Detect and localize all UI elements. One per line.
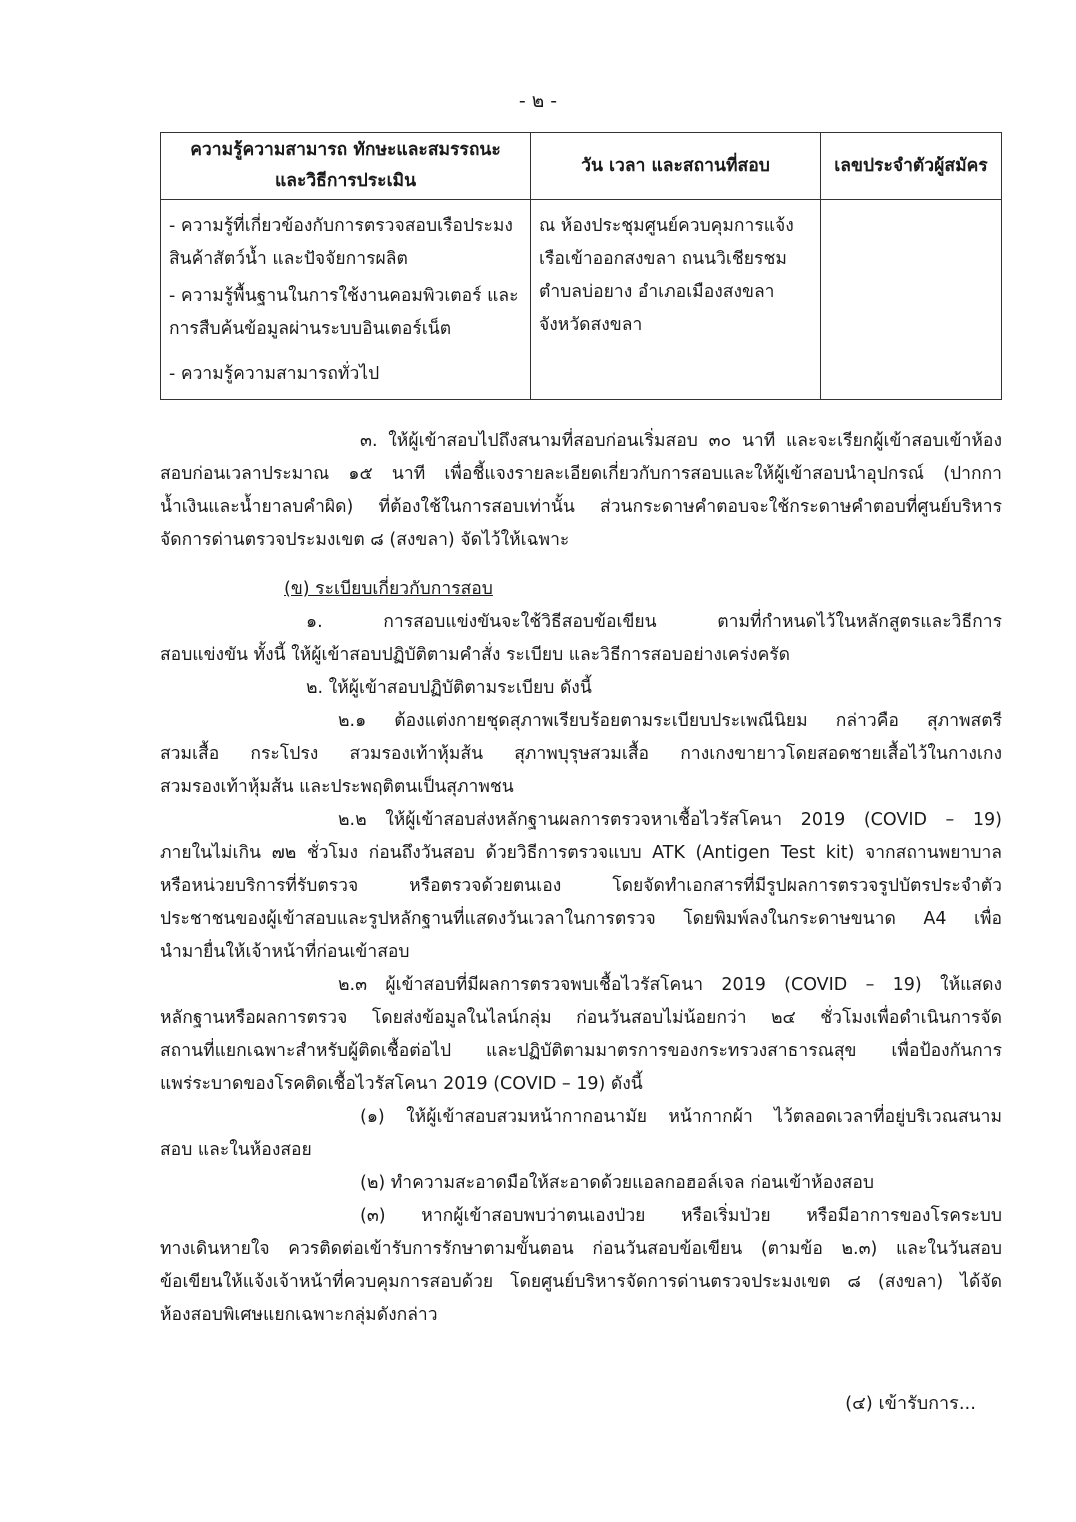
- venue-cell: [531, 200, 821, 400]
- continuation-text: (๔) เข้ารับการ...: [845, 1393, 976, 1414]
- paragraph-line: น้ำเงินและน้ำยาลบคำผิด) ที่ต้องใช้ในการสอบเท่านั้น ส่วนกระดาษคำตอบจะใช้กระดาษคำตอบที่ศูนย์บริหาร: [160, 497, 1002, 517]
- knowledge-item: สินค้าสัตว์น้ำ และปัจจัยการผลิต: [169, 249, 408, 269]
- paragraph-line: หลักฐานหรือผลการตรวจ โดยส่งข้อมูลในไลน์กลุ่ม ก่อนวันสอบไม่น้อยกว่า ๒๔ ชั่วโมงเพื่อดำเนินการจัด: [160, 1008, 1002, 1028]
- venue-line: ณ ห้องประชุมศูนย์ควบคุมการแจ้ง: [539, 216, 794, 236]
- paragraph-line: สถานที่แยกเฉพาะสำหรับผู้ติดเชื้อต่อไป และปฏิบัติตามมาตรการของกระทรวงสาธารณสุข เพื่อป้องกันการ: [160, 1041, 1002, 1061]
- paragraph-line: (๒) ทำความสะอาดมือให้สะอาดด้วยแอลกอฮอล์เจล ก่อนเข้าห้องสอบ: [360, 1173, 874, 1193]
- paragraph-line: หรือหน่วยบริการที่รับตรวจ หรือตรวจด้วยตนเอง โดยจัดทำเอกสารที่มีรูปผลการตรวจรูปบัตรประจำตัว: [160, 876, 1002, 896]
- paragraph-line: (๓) หากผู้เข้าสอบพบว่าตนเองป่วย หรือเริ่มป่วย หรือมีอาการของโรคระบบ: [360, 1206, 1002, 1226]
- paragraph-line: สวมรองเท้าหุ้มส้น และประพฤติตนเป็นสุภาพชน: [160, 777, 514, 797]
- paragraph-line: ๑. การสอบแข่งขันจะใช้วิธีสอบข้อเขียน ตามที่กำหนดไว้ในหลักสูตรและวิธีการ: [306, 612, 1002, 632]
- header-knowledge: [161, 133, 531, 200]
- venue-line: จังหวัดสงขลา: [539, 315, 643, 335]
- paragraph-line: สอบแข่งขัน ทั้งนี้ ให้ผู้เข้าสอบปฏิบัติตามคำสั่ง ระเบียบ และวิธีการสอบอย่างเคร่งครัด: [160, 645, 791, 665]
- paragraph-line: (๑) ให้ผู้เข้าสอบสวมหน้ากากอนามัย หน้ากากผ้า ไว้ตลอดเวลาที่อยู่บริเวณสนาม: [360, 1107, 1002, 1127]
- section-3: [160, 425, 1002, 557]
- paragraph-line: ๒.๒ ให้ผู้เข้าสอบส่งหลักฐานผลการตรวจหาเชื้อไวรัสโคนา 2019 (COVID – 19): [338, 810, 1002, 830]
- table-header-row: [161, 133, 1002, 200]
- paragraph-line: ทางเดินหายใจ ควรติดต่อเข้ารับการรักษาตามขั้นตอน ก่อนวันสอบข้อเขียน (ตามข้อ ๒.๓) และในวันสอบ: [160, 1239, 1002, 1259]
- paragraph-line: จัดการด่านตรวจประมงเขต ๘ (สงขลา) จัดไว้ให้เฉพาะ: [160, 530, 570, 550]
- header-knowledge-line1: ความรู้ความสามารถ ทักษะและสมรรถนะ: [190, 140, 501, 160]
- paragraph-line: แพร่ระบาดของโรคติดเชื้อไวรัสโคนา 2019 (COVID – 19) ดังนี้: [160, 1074, 643, 1094]
- applicant-id-cell: [821, 200, 1002, 400]
- section-b: [160, 573, 1002, 1332]
- knowledge-cell: [161, 200, 531, 400]
- section-b-heading: (ข) ระเบียบเกี่ยวกับการสอบ: [284, 579, 493, 599]
- paragraph-line: ๒.๑ ต้องแต่งกายชุดสุภาพเรียบร้อยตามระเบียบประเพณีนิยม กล่าวคือ สุภาพสตรี: [338, 711, 1002, 731]
- header-applicant-id: เลขประจำตัวผู้สมัคร: [821, 133, 1002, 200]
- knowledge-item: - ความรู้ความสามารถทั่วไป: [169, 364, 380, 384]
- paragraph-line: นำมายื่นให้เจ้าหน้าที่ก่อนเข้าสอบ: [160, 942, 410, 962]
- venue-line: ตำบลบ่อยาง อำเภอเมืองสงขลา: [539, 282, 775, 302]
- paragraph-line: สวมเสื้อ กระโปรง สวมรองเท้าหุ้มส้น สุภาพบุรุษสวมเสื้อ กางเกงขายาวโดยสอดชายเสื้อไว้ในกางเกง: [160, 744, 1002, 764]
- knowledge-item: - ความรู้ที่เกี่ยวข้องกับการตรวจสอบเรือประมง: [169, 216, 513, 236]
- paragraph-line: ๒. ให้ผู้เข้าสอบปฏิบัติตามระเบียบ ดังนี้: [306, 678, 592, 698]
- paragraph-line: ๓. ให้ผู้เข้าสอบไปถึงสนามที่สอบก่อนเริ่มสอบ ๓๐ นาที และจะเรียกผู้เข้าสอบเข้าห้อง: [360, 431, 1002, 451]
- paragraph-line: ประชาชนของผู้เข้าสอบและรูปหลักฐานที่แสดงวันเวลาในการตรวจ โดยพิมพ์ลงในกระดาษขนาด A4 เพื่อ: [160, 909, 1002, 929]
- venue-line: เรือเข้าออกสงขลา ถนนวิเชียรชม: [539, 249, 787, 269]
- paragraph-line: ห้องสอบพิเศษแยกเฉพาะกลุ่มดังกล่าว: [160, 1305, 438, 1325]
- header-knowledge-line2: และวิธีการประเมิน: [274, 171, 417, 191]
- paragraph-line: ข้อเขียนให้แจ้งเจ้าหน้าที่ควบคุมการสอบด้วย โดยศูนย์บริหารจัดการด่านตรวจประมงเขต ๘ (สงขลา) ได้จัด: [160, 1272, 1002, 1292]
- paragraph-line: ๒.๓ ผู้เข้าสอบที่มีผลการตรวจพบเชื้อไวรัสโคนา 2019 (COVID – 19) ให้แสดง: [338, 975, 1002, 995]
- exam-schedule-table: [160, 132, 1002, 400]
- knowledge-item: - ความรู้พื้นฐานในการใช้งานคอมพิวเตอร์ และ: [169, 286, 519, 306]
- page-number: - ๒ -: [518, 90, 558, 112]
- table-row: [161, 200, 1002, 400]
- knowledge-item: การสืบค้นข้อมูลผ่านระบบอินเตอร์เน็ต: [169, 319, 452, 339]
- paragraph-line: สอบ และในห้องสอย: [160, 1140, 312, 1160]
- paragraph-line: สอบก่อนเวลาประมาณ ๑๕ นาที เพื่อชี้แจงรายละเอียดเกี่ยวกับการสอบและให้ผู้เข้าสอบนำอุปกรณ์ (ปากกา: [160, 464, 1002, 484]
- header-date-place: วัน เวลา และสถานที่สอบ: [531, 133, 821, 200]
- paragraph-line: ภายในไม่เกิน ๗๒ ชั่วโมง ก่อนถึงวันสอบ ด้วยวิธีการตรวจแบบ ATK (Antigen Test kit) จากสถานพยาบาล: [160, 843, 1002, 863]
